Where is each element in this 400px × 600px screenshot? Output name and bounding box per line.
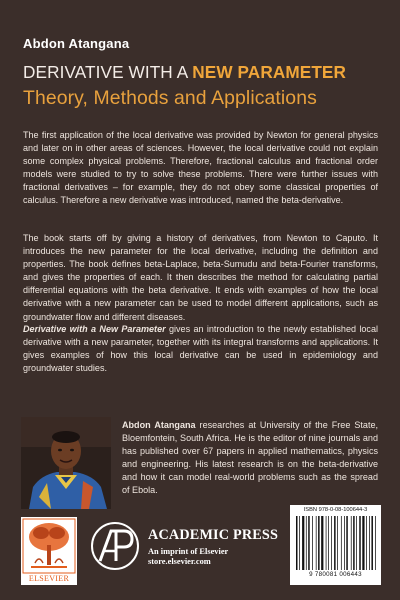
description-paragraph-3 [23, 323, 378, 375]
author-bio-name: Abdon Atangana [122, 420, 196, 430]
academic-press-logo-icon [90, 521, 140, 571]
imprint-text: An imprint of Elsevier [148, 547, 229, 556]
book-title-highlight: NEW PARAMETER [192, 62, 347, 82]
book-title-emphasis: Derivative with a New Parameter [23, 324, 166, 334]
elsevier-wordmark: ELSEVIER [28, 574, 70, 583]
author-bio-text: researches at University of the Free State, Bloemfontein, South Africa. He is the editor of nine journals and has published over 67 papers in applied mathematics, physics and engineering. His latest research is on the beta-derivative and how it can model real-world problems such as the spread of Ebola. [122, 420, 378, 496]
isbn-barcode-box [290, 505, 381, 585]
author-bio [122, 419, 378, 498]
description-paragraph-1: The first application of the local derivative was provided by Newton for general physics and later on in other areas of sciences. However, the local derivative could not explain some complex physical problems. Therefore, fractional calculus and fractional order models were studied to try to solve these problems. There were further issues with fractional derivatives – for example, they do not obey some classical properties of calculus. Therefore a new derivative was introduced, named the beta-derivative. [23, 130, 378, 206]
elsevier-tree-icon [21, 517, 77, 575]
description-paragraph-2: The book starts off by giving a history of derivatives, from Newton to Caputo. It introduces the new parameter for the local derivative, including the definition and properties. The book defines beta-Laplace, beta-Sumudu and beta-Fourier transforms, and gives the properties of each. It then describes the method for calculating partial differential equations with the beta derivative. It ends with examples of how the local derivative with a new parameter can be used to model different applications, such as groundwater flow and different diseases. [23, 233, 378, 322]
barcode-icon [296, 516, 378, 570]
elsevier-logo [21, 517, 77, 585]
isbn-label: ISBN 978-0-08-100644-3 [303, 507, 368, 513]
barcode-digits: 9 780081 006443 [309, 571, 362, 578]
book-title-prefix: DERIVATIVE WITH A [23, 62, 193, 82]
store-url: store.elsevier.com [148, 557, 211, 566]
book-title [23, 62, 383, 83]
book-subtitle: Theory, Methods and Applications [23, 87, 317, 109]
academic-press-name: ACADEMIC PRESS [148, 527, 279, 543]
author-name: Abdon Atangana [23, 36, 130, 51]
description-paragraph-3-text: gives an introduction to the newly established local derivative with a new parameter, together with its integral transforms and applications. It gives examples of how this local derivative can be used in epidemiology and groundwater studies. [23, 324, 378, 374]
author-photo [21, 417, 111, 509]
